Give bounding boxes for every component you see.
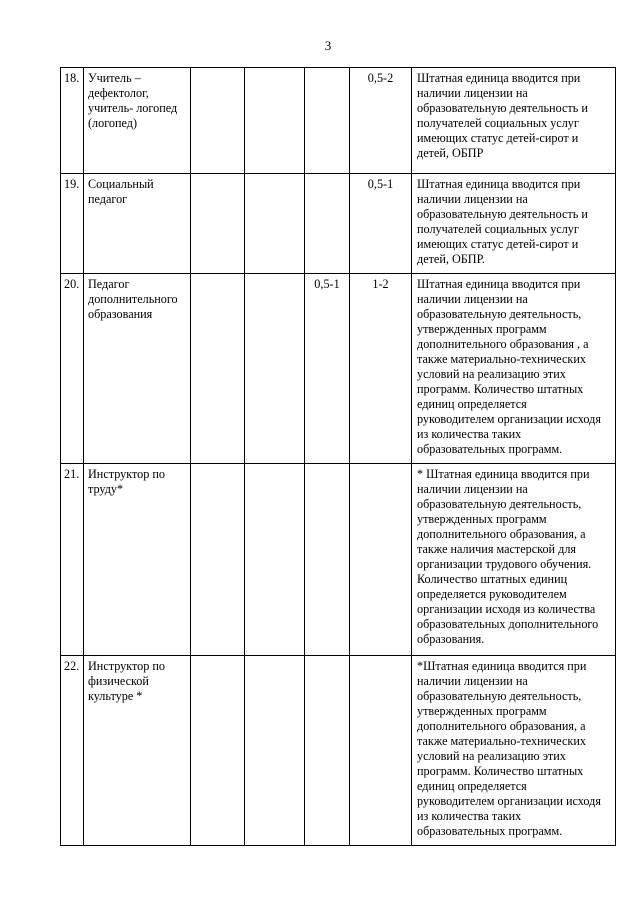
- rate-cell: [350, 464, 412, 656]
- page-number: 3: [324, 38, 332, 53]
- empty-cell: [245, 274, 305, 464]
- table-row: [61, 174, 616, 274]
- rate-cell: 1-2: [350, 274, 412, 464]
- note-cell: Штатная единица вводится при наличии лицензии на образовательную деятельность и получателей социальных услуг имеющих статус детей-сирот и детей, ОБПР.: [412, 174, 616, 274]
- empty-cell: [245, 68, 305, 174]
- row-number: 20.: [61, 274, 84, 464]
- empty-cell: [245, 464, 305, 656]
- rate-cell: [305, 68, 350, 174]
- note-cell: Штатная единица вводится при наличии лицензии на образовательную деятельность и получателей социальных услуг имеющих статус детей-сирот и детей, ОБПР: [412, 68, 616, 174]
- note-cell: *Штатная единица вводится при наличии лицензии на образовательную деятельность, утвержденных программ дополнительного образования, а также материально-технических условий на реализацию этих программ. Количество штатных единиц определяется руководителем организации исходя из количества таких образовательных программ.: [412, 656, 616, 846]
- table-row: [61, 68, 616, 174]
- empty-cell: [245, 656, 305, 846]
- note-cell: Штатная единица вводится при наличии лицензии на образовательную деятельность, утвержденных программ дополнительного образования , а также материально-технических условий на реализацию этих программ. Количество штатных единиц определяется руководителем организации исходя из количества таких образовательных программ.: [412, 274, 616, 464]
- table-row: [61, 274, 616, 464]
- rate-cell: [305, 174, 350, 274]
- empty-cell: [191, 656, 245, 846]
- row-number: 22.: [61, 656, 84, 846]
- empty-cell: [191, 464, 245, 656]
- position-cell: Инструктор по физической культуре *: [84, 656, 191, 846]
- note-cell: * Штатная единица вводится при наличии лицензии на образовательную деятельность, утвержденных программ дополнительного образования, а также наличия мастерской для организации трудового обучения. Количество штатных единиц определяется руководителем организации исходя из количества образовательных дополнительного образования.: [412, 464, 616, 656]
- row-number: 21.: [61, 464, 84, 656]
- position-cell: Учитель – дефектолог, учитель- логопед (логопед): [84, 68, 191, 174]
- empty-cell: [191, 274, 245, 464]
- rate-cell: 0,5-1: [350, 174, 412, 274]
- rate-cell: [305, 656, 350, 846]
- position-cell: Инструктор по труду*: [84, 464, 191, 656]
- rate-cell: [305, 464, 350, 656]
- empty-cell: [191, 174, 245, 274]
- rate-cell: 0,5-1: [305, 274, 350, 464]
- empty-cell: [245, 174, 305, 274]
- staffing-table: [60, 67, 616, 846]
- position-cell: Социальный педагог: [84, 174, 191, 274]
- empty-cell: [191, 68, 245, 174]
- position-cell: Педагог дополнительного образования: [84, 274, 191, 464]
- table-row: [61, 656, 616, 846]
- rate-cell: [350, 656, 412, 846]
- row-number: 18.: [61, 68, 84, 174]
- row-number: 19.: [61, 174, 84, 274]
- table-row: [61, 464, 616, 656]
- rate-cell: 0,5-2: [350, 68, 412, 174]
